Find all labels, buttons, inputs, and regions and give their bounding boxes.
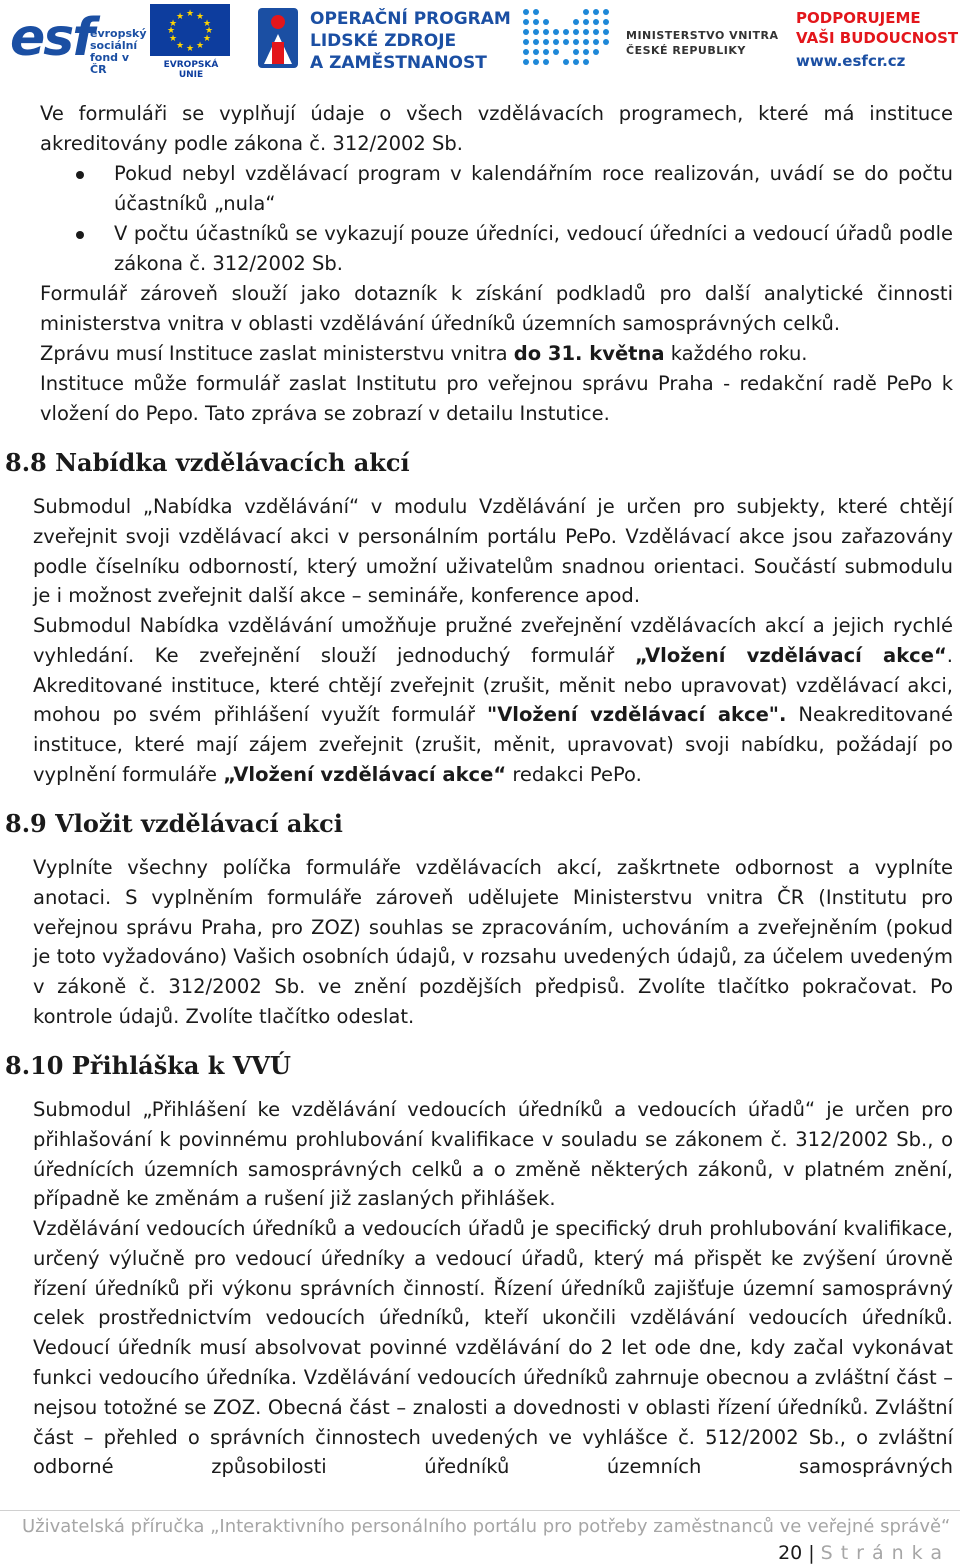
section-8-8-paragraph-2: Submodul Nabídka vzdělávání umožňuje pružné zveřejnění vzdělávacích akcí a jejich rychlé vyhledání. Ke zveřejnění slouží jednoduchý formulář „Vložení vzdělávací akce“. Akreditované instituce, které chtějí zveřejnit (zrušit, měnit nebo upravovat) vzdělávací akci, mohou po svém přihlášení využít formulář "Vložení vzdělávací akce". Neakreditované instituce, které mají zájem zveřejnit (zrušit, měnit, upravovat) svoji nabídku, požádají po vyplnění formuláře „Vložení vzdělávací akce“ redakci PePo. (33, 614, 954, 786)
mvcr-text: MINISTERSTVO VNITRA ČESKÉ REPUBLIKY (626, 29, 779, 57)
section-8-8-paragraph-1: Submodul „Nabídka vzdělávání“ v modulu Vzdělávání je určen pro subjekty, které chtějí zveřejnit svoji vzdělávací akci v personálním portálu PePo. Vzdělávací akce jsou zařazovány podle číselníku odborností, který umožní uživatelům snadnou orientaci. Součástí submodulu je i možnost zveřejnit další akce – semináře, konference apod. (33, 495, 953, 608)
esf-logo (4, 2, 147, 76)
section-heading-8-8: 8.8 Nabídka vzdělávacích akcí (5, 448, 410, 477)
intro-paragraph-2: Formulář zároveň slouží jako dotazník k získání podkladů pro další analytické činnosti ministerstva vnitra v oblasti vzdělávání úředníků územních samosprávných celků. (40, 282, 953, 335)
deadline-date: do 31. května (513, 342, 665, 365)
mvcr-logo (520, 2, 780, 74)
section-heading-8-10: 8.10 Přihláška k VVÚ (5, 1051, 291, 1080)
slogan-logo (794, 2, 958, 74)
op-lzz-mark-icon (256, 6, 300, 70)
bullet-icon (76, 171, 84, 179)
intro-paragraph-4: Instituce může formulář zaslat Institutu pro veřejnou správu Praha - redakční radě PePo k vložení do Pepo. Tato zpráva se zobrazí v detailu Instutice. (40, 372, 953, 425)
slogan-url: www.esfcr.cz (796, 52, 906, 70)
slogan-text: PODPORUJEME VAŠI BUDOUCNOST (796, 9, 959, 47)
intro-paragraph-1: Ve formuláři se vyplňují údaje o všech vzdělávacích programech, které má instituce akreditovány podle zákona č. 312/2002 Sb. (40, 102, 953, 155)
section-8-10-paragraph-1: Submodul „Přihlášení ke vzdělávání vedoucích úředníků a vedoucích úřadů“ je určen pro přihlašování k povinnému prohlubování kvalifikace v souladu se zákonem č. 312/2002 Sb., o úřednících územních samosprávných celků a o změně některých zákonů, v platném znění, případně ke změnám a rušení již zaslaných přihlášek. (33, 1098, 953, 1211)
op-lzz-logo (252, 2, 511, 74)
eu-flag-icon: ★ ★ ★ ★ ★ ★ ★ ★ ★ ★ ★ ★ (150, 4, 230, 56)
mvcr-dots-icon (520, 4, 614, 72)
intro-bullet-1: Pokud nebyl vzdělávací program v kalendářním roce realizován, uvádí se do počtu účastníků „nula“ (114, 162, 953, 215)
page-number: 20 | Stránka (778, 1542, 950, 1564)
footer-text: Uživatelská příručka „Interaktivního personálního portálu pro potřeby zaměstnanců ve veřejné správě“ (22, 1516, 951, 1537)
bullet-icon (76, 231, 84, 239)
intro-bullet-2: V počtu účastníků se vykazují pouze úředníci, vedoucí úředníci a vedoucí úřadů podle zákona č. 312/2002 Sb. (114, 222, 953, 275)
eu-logo (150, 2, 232, 80)
section-heading-8-9: 8.9 Vložit vzdělávací akci (5, 809, 343, 838)
logo-header (0, 0, 960, 80)
section-8-9-paragraph-1: Vyplníte všechny políčka formuláře vzdělávacích akcí, zaškrtnete odbornost a vyplníte anotaci. S vyplněním formuláře zároveň udělujete Ministerstvu vnitra ČR (Institutu pro veřejnou správu Praha, pro ZOZ) souhlas se zpracováním, uchováním a zveřejněním (pokud je toto vyžadováno) Vašich osobních údajů, v rozsahu uvedených údajů, za účelem uvedeným v zákoně č. 312/2002 Sb. ve znění pozdějších předpisů. Zvolíte tlačítko pokračovat. Po kontrole údajů. Zvolíte tlačítko odeslat. (33, 856, 953, 1028)
footer-divider (0, 1510, 960, 1511)
esf-logo-caption: evropský sociální fond v ČR (90, 27, 147, 76)
eu-caption: EVROPSKÁ UNIE (163, 60, 219, 80)
op-lzz-text: OPERAČNÍ PROGRAM LIDSKÉ ZDROJE A ZAMĚSTNANOST (310, 9, 511, 73)
section-8-10-paragraph-2: Vzdělávání vedoucích úředníků a vedoucích úřadů je specifický druh prohlubování kvalifikace, určený výlučně pro vedoucí úředníky a vedoucí úřadů, který má přispět ke zvýšení úrovně řízení úředníků při výkonu správních činností. Řízení úředníků zajišťuje územní samosprávný celek prostřednictvím vedoucích úředníků, kteří ukončili vzdělávání vedoucích úředníků. Vedoucí úředník musí absolvovat povinné vzdělávání do 2 let ode dne, kdy začal vykonávat funkci vedoucího úředníka. Vzdělávání vedoucích úředníků zahrnuje obecnou a zvláštní část – nejsou totožné se ZOZ. Obecná část – znalosti a dovednosti v oblasti řízení úředníků. Zvláštní část – přehled o správních činnostech uvedených ve vyhlášce č. 512/2002 Sb., o zvláštní odborné způsobilosti úředníků územních samosprávných (33, 1217, 953, 1479)
esf-logo-mark: esf (10, 8, 93, 68)
intro-paragraph-3: Zprávu musí Instituce zaslat ministerstvu vnitra do 31. května každého roku. (40, 342, 808, 365)
